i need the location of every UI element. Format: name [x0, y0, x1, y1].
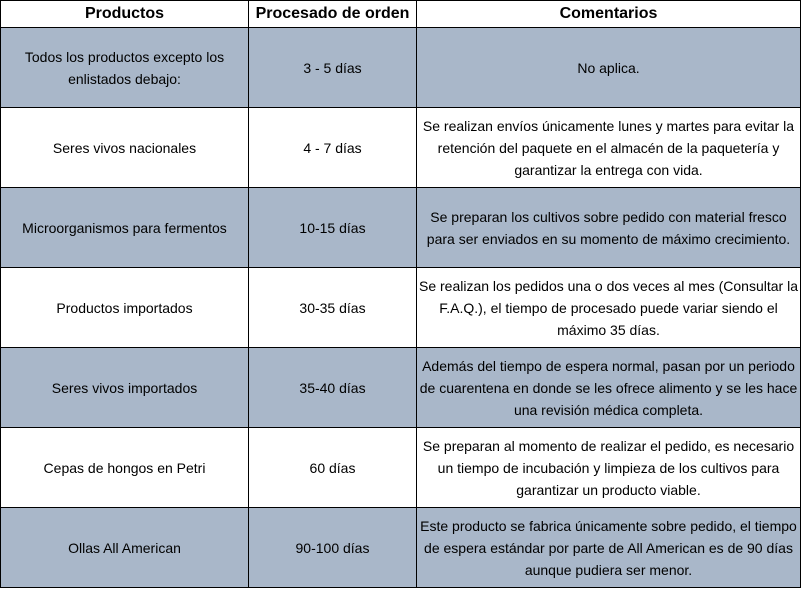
- header-products: Productos: [1, 1, 249, 28]
- comment-cell: Se preparan al momento de realizar el pedido, es necesario un tiempo de incubación y limpieza de los cultivos para garantizar un producto viable.: [417, 428, 801, 508]
- processing-time-cell: 3 - 5 días: [249, 28, 417, 108]
- table-row: [1, 508, 801, 588]
- product-cell: Seres vivos importados: [1, 348, 249, 428]
- processing-time-cell: 10-15 días: [249, 188, 417, 268]
- table-row: [1, 348, 801, 428]
- header-comments: Comentarios: [417, 1, 801, 28]
- comment-cell: Se preparan los cultivos sobre pedido con material fresco para ser enviados en su momento de máximo crecimiento.: [417, 188, 801, 268]
- product-cell: Microorganismos para fermentos: [1, 188, 249, 268]
- product-cell: Ollas All American: [1, 508, 249, 588]
- comment-cell: Se realizan envíos únicamente lunes y martes para evitar la retención del paquete en el almacén de la paquetería y garantizar la entrega con vida.: [417, 108, 801, 188]
- comment-cell: Además del tiempo de espera normal, pasan por un periodo de cuarentena en donde se les ofrece alimento y se les hace una revisión médica completa.: [417, 348, 801, 428]
- table-row: [1, 108, 801, 188]
- table-row: [1, 268, 801, 348]
- processing-time-cell: 35-40 días: [249, 348, 417, 428]
- header-row: [1, 1, 801, 28]
- table-row: [1, 188, 801, 268]
- processing-time-cell: 60 días: [249, 428, 417, 508]
- table-row: [1, 28, 801, 108]
- processing-time-cell: 4 - 7 días: [249, 108, 417, 188]
- comment-cell: Este producto se fabrica únicamente sobre pedido, el tiempo de espera estándar por parte de All American es de 90 días aunque pudiera ser menor.: [417, 508, 801, 588]
- product-cell: Productos importados: [1, 268, 249, 348]
- header-processing: Procesado de orden: [249, 1, 417, 28]
- product-cell: Todos los productos excepto los enlistados debajo:: [1, 28, 249, 108]
- processing-time-cell: 90-100 días: [249, 508, 417, 588]
- processing-time-cell: 30-35 días: [249, 268, 417, 348]
- product-cell: Cepas de hongos en Petri: [1, 428, 249, 508]
- table-row: [1, 428, 801, 508]
- comment-cell: No aplica.: [417, 28, 801, 108]
- comment-cell: Se realizan los pedidos una o dos veces al mes (Consultar la F.A.Q.), el tiempo de procesado puede variar siendo el máximo 35 días.: [417, 268, 801, 348]
- product-cell: Seres vivos nacionales: [1, 108, 249, 188]
